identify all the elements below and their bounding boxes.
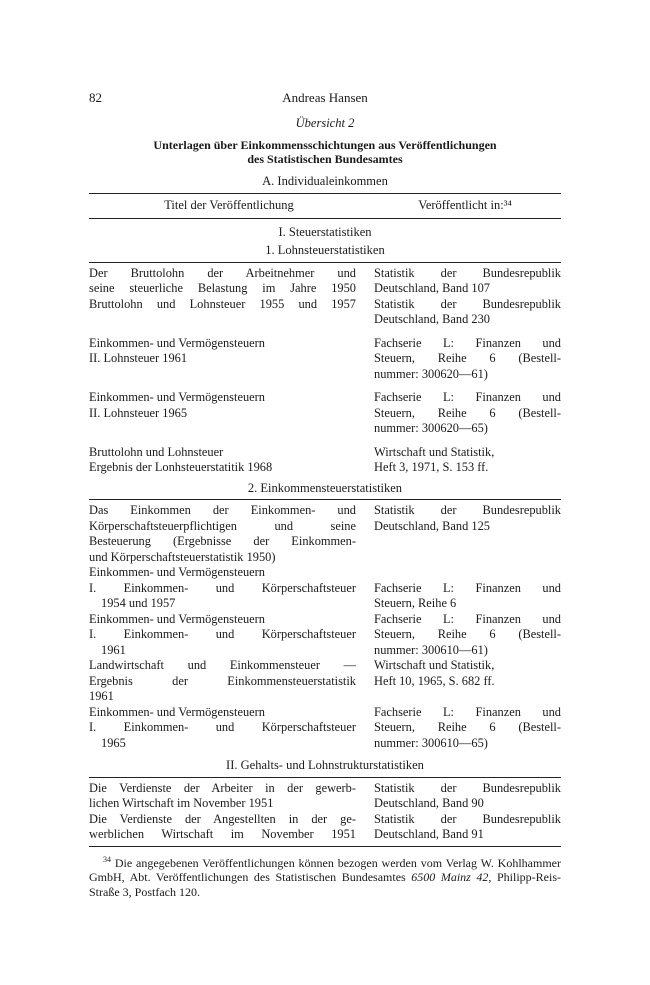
section-rule	[89, 499, 561, 500]
subsection-a: A. Individualeinkommen	[262, 173, 388, 188]
title-line-2: des Statistischen Bundesamtes	[247, 152, 403, 166]
row-source-line: Steuern, Reihe 6 (Bestell-	[374, 405, 561, 420]
section-heading: I. Steuerstatistiken	[278, 224, 372, 239]
row-title-line: Die Verdienste der Angestellten in der ge-	[89, 811, 356, 826]
column-header	[89, 194, 561, 218]
row-title-line: 1961	[89, 689, 114, 703]
row-source-line: Deutschland, Band 91	[374, 827, 484, 841]
table-row	[89, 266, 561, 297]
row-title-line: Bruttolohn und Lohnsteuer 1955 und 1957	[89, 296, 356, 311]
footnote-text: Die angegebenen Veröffentlichungen können bezogen werden vom Verlag W. Kohlhammer GmbH, Abt. Veröffentlichungen des Statistischen Bundesamtes	[89, 855, 562, 884]
table-row	[89, 390, 561, 437]
running-head-author: Andreas Hansen	[282, 90, 368, 105]
column-header-published: Veröffentlicht in:³⁴	[418, 198, 512, 212]
table-row	[89, 781, 561, 812]
row-source-line: Deutschland, Band 107	[374, 281, 490, 295]
table-row	[89, 658, 561, 705]
row-title-line: Bruttolohn und Lohnsteuer	[89, 444, 224, 459]
row-title-line: Der Bruttolohn der Arbeitnehmer und	[89, 265, 356, 280]
footnote-marker: 34	[103, 854, 111, 864]
row-title-line: Landwirtschaft und Einkommensteuer —	[89, 658, 356, 672]
table-row	[89, 445, 561, 476]
row-source-line: Steuern, Reihe 6 (Bestell-	[374, 627, 561, 641]
section-rule	[89, 777, 561, 778]
row-title-line: Einkommen- und Vermögensteuern	[89, 565, 265, 579]
row-title-line: II. Lohnsteuer 1965	[89, 405, 188, 420]
row-title-line: Die Verdienste der Arbeiter in der gewerb-	[89, 780, 356, 795]
section-rule	[89, 262, 561, 263]
header-rule	[89, 218, 561, 219]
row-source-line: nummer: 300610—61)	[374, 642, 488, 657]
row-title-line: Ergebnis der Einkommensteuerstatistik	[89, 673, 356, 688]
row-title-line: Einkommen- und Vermögensteuern	[89, 390, 265, 404]
footnote	[89, 853, 561, 900]
column-header-title: Titel der Veröffentlichung	[164, 198, 294, 212]
row-source-line: Deutschland, Band 90	[374, 796, 484, 810]
section-heading: II. Gehalts- und Lohnstrukturstatistiken	[226, 758, 424, 772]
row-source-line: Fachserie L: Finanzen und	[374, 704, 561, 719]
subsection-heading: 2. Einkommensteuerstatistiken	[247, 480, 403, 495]
row-source-line: Statistik der Bundesrepublik	[374, 811, 561, 826]
row-title-line: 1961	[101, 642, 126, 657]
row-title-line: II. Lohnsteuer 1961	[89, 351, 188, 365]
table-row	[89, 336, 561, 383]
row-source-line: Fachserie L: Finanzen und	[374, 580, 561, 595]
row-title-line: I. Einkommen- und Körperschaftsteuer	[89, 720, 356, 734]
overview-label: Übersicht 2	[295, 116, 355, 130]
table-title	[89, 138, 561, 167]
row-source-line: Fachserie L: Finanzen und	[374, 390, 561, 404]
table-row	[89, 705, 561, 752]
row-source-line: Statistik der Bundesrepublik	[374, 296, 561, 311]
table-row	[89, 297, 561, 328]
row-source-line: nummer: 300610—65)	[374, 735, 488, 750]
row-source-line: Wirtschaft und Statistik,	[374, 658, 495, 672]
row-source-line: Steuern, Reihe 6	[374, 596, 457, 610]
row-source-line: Heft 3, 1971, S. 153 ff.	[374, 460, 489, 474]
row-title-line: und Körperschaftsteuerstatistik 1950)	[89, 549, 276, 564]
row-source-line: Steuern, Reihe 6 (Bestell-	[374, 351, 561, 365]
row-title-line: I. Einkommen- und Körperschaftsteuer	[89, 580, 356, 595]
row-title-line: 1965	[101, 735, 126, 750]
row-source-line: Statistik der Bundesrepublik	[374, 503, 561, 517]
row-title-line: Ergebnis der Lonhsteuerstatitik 1968	[89, 460, 273, 474]
row-title-line: Einkommen- und Vermögensteuern	[89, 611, 265, 626]
row-title-line: I. Einkommen- und Körperschaftsteuer	[89, 627, 356, 641]
row-source-line: Heft 10, 1965, S. 682 ff.	[374, 673, 495, 688]
row-source-line: nummer: 300620—65)	[374, 421, 488, 435]
row-title-line: seine steuerliche Belastung im Jahre 1950	[89, 281, 356, 295]
page-number: 82	[89, 90, 102, 105]
table-row	[89, 812, 561, 843]
row-title-line: Einkommen- und Vermögensteuern	[89, 335, 265, 350]
table-row	[89, 565, 561, 612]
row-source-line: Statistik der Bundesrepublik	[374, 780, 561, 795]
row-title-line: Besteuerung (Ergebnisse der Einkommen-	[89, 534, 356, 548]
table-row	[89, 612, 561, 659]
row-source-line: Fachserie L: Finanzen und	[374, 335, 561, 350]
row-title-line: lichen Wirtschaft im November 1951	[89, 796, 274, 810]
bottom-rule	[89, 846, 561, 847]
row-source-line: Fachserie L: Finanzen und	[374, 611, 561, 626]
row-source-line: Steuern, Reihe 6 (Bestell-	[374, 720, 561, 734]
row-source-line: Deutschland, Band 230	[374, 312, 490, 326]
table-row	[89, 503, 561, 565]
row-title-line: werblichen Wirtschaft im November 1951	[89, 827, 356, 841]
footnote-text-end: Philipp-Reis-Straße 3, Postfach 120.	[89, 870, 561, 899]
row-source-line: Wirtschaft und Statistik,	[374, 444, 495, 459]
row-title-line: Das Einkommen der Einkommen- und	[89, 503, 356, 517]
row-title-line: Einkommen- und Vermögensteuern	[89, 704, 265, 719]
row-title-line: Körperschaftsteuerpflichtigen und seine	[89, 518, 356, 533]
row-source-line: Deutschland, Band 125	[374, 518, 490, 533]
footnote-address: 6500 Mainz 42,	[411, 870, 492, 884]
page-header	[89, 90, 561, 110]
subsection-heading: 1. Lohnsteuerstatistiken	[265, 243, 385, 257]
page-content	[89, 90, 561, 899]
title-line-1: Unterlagen über Einkommensschichtungen aus Veröffentlichungen	[153, 137, 497, 152]
row-title-line: 1954 und 1957	[101, 596, 176, 610]
row-source-line: Statistik der Bundesrepublik	[374, 265, 561, 280]
row-source-line: nummer: 300620—61)	[374, 366, 488, 381]
